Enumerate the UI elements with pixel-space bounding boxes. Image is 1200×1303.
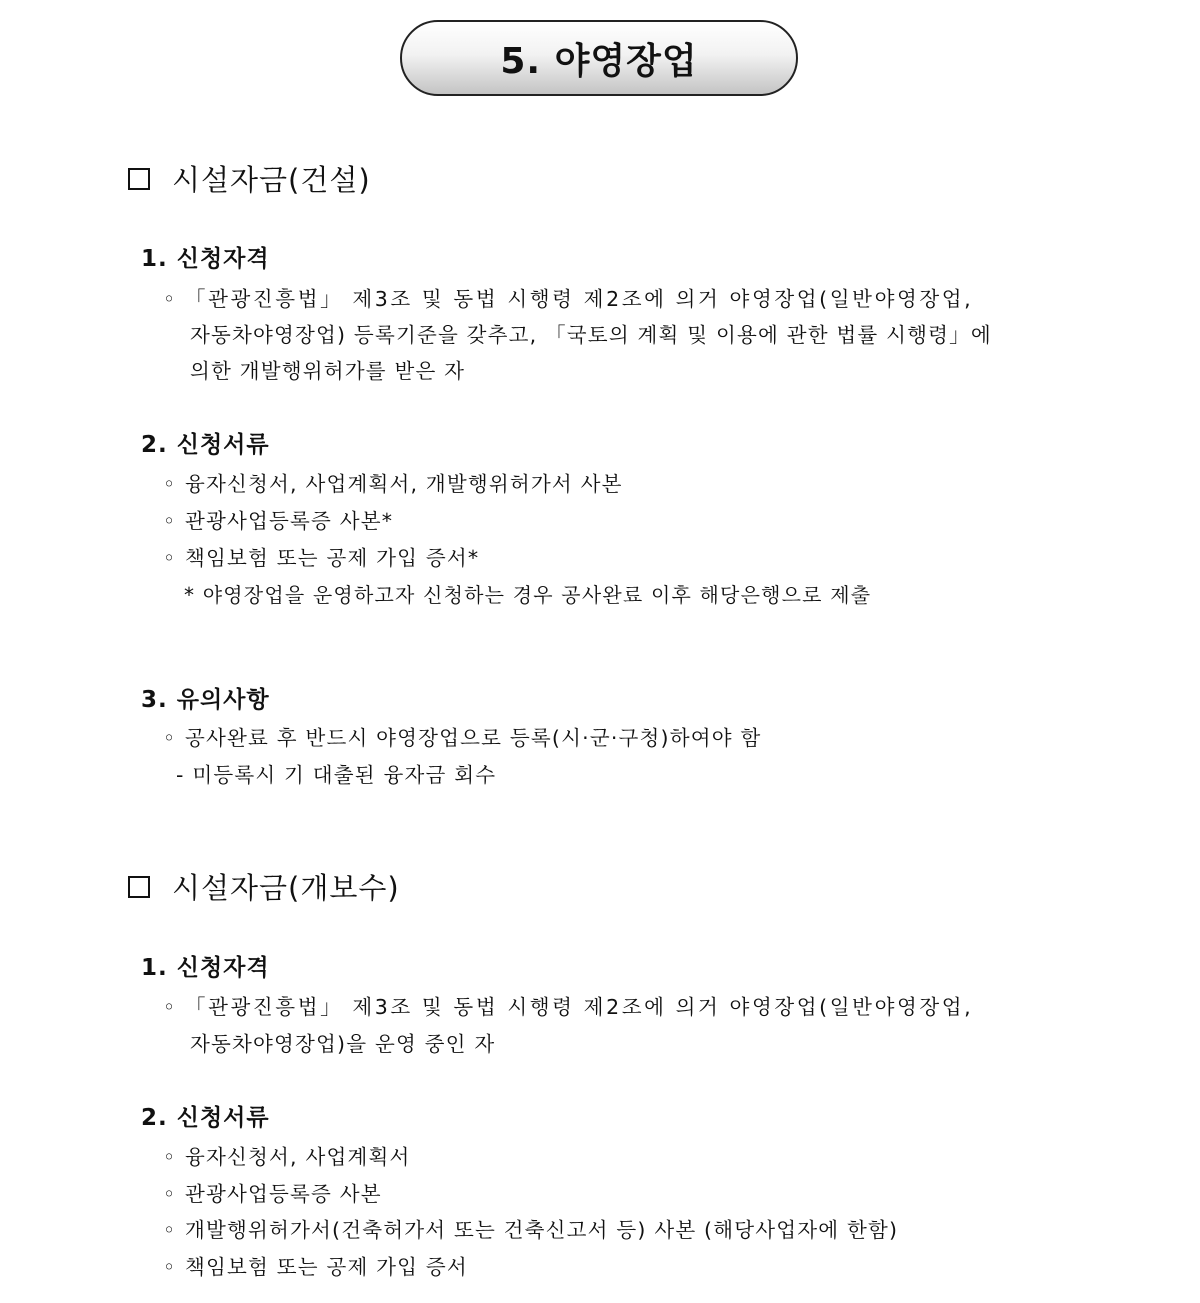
- bullet-icon: ◦: [163, 472, 177, 496]
- list-item-continuation: 의한 개발행위허가를 받은 자: [190, 359, 466, 383]
- checkbox-square-icon: [128, 876, 150, 898]
- bullet-icon: ◦: [163, 546, 177, 570]
- bullet-icon: ◦: [163, 509, 177, 533]
- list-item: ◦ 융자신청서, 사업계획서, 개발행위허가서 사본: [163, 472, 623, 496]
- checkbox-square-icon: [128, 168, 150, 190]
- footnote: * 야영장업을 운영하고자 신청하는 경우 공사완료 이후 해당은행으로 제출: [184, 583, 872, 607]
- bullet-icon: ◦: [163, 1255, 177, 1279]
- subheading-documents: 2. 신청서류: [141, 1105, 270, 1131]
- subheading-qualification: 1. 신청자격: [141, 246, 270, 272]
- page-title-box: [400, 20, 798, 96]
- bullet-icon: ◦: [163, 1182, 177, 1206]
- list-item: ◦ 「관광진흥법」 제3조 및 동법 시행령 제2조에 의거 야영장업(일반야영장업,: [163, 995, 974, 1019]
- list-item: ◦ 책임보험 또는 공제 가입 증서: [163, 1255, 468, 1279]
- page-title: 5. 야영장업: [500, 40, 698, 82]
- list-item-continuation: 자동차야영장업) 등록기준을 갖추고, 「국토의 계획 및 이용에 관한 법률 시행령」에: [190, 323, 992, 347]
- section-heading-text: 시설자금(개보수): [172, 871, 400, 905]
- bullet-icon: ◦: [163, 1218, 177, 1242]
- subheading-documents: 2. 신청서류: [141, 432, 270, 458]
- sub-list-item: - 미등록시 기 대출된 융자금 회수: [176, 763, 497, 787]
- bullet-icon: ◦: [163, 726, 177, 750]
- list-item: ◦ 개발행위허가서(건축허가서 또는 건축신고서 등) 사본 (해당사업자에 한함): [163, 1218, 899, 1242]
- bullet-icon: ◦: [163, 1145, 177, 1169]
- list-item: ◦ 융자신청서, 사업계획서: [163, 1145, 411, 1169]
- list-item: ◦ 관광사업등록증 사본*: [163, 509, 394, 533]
- subheading-cautions: 3. 유의사항: [141, 687, 270, 713]
- bullet-icon: ◦: [163, 287, 177, 311]
- list-item: ◦ 관광사업등록증 사본: [163, 1182, 382, 1206]
- list-item: ◦ 책임보험 또는 공제 가입 증서*: [163, 546, 480, 570]
- bullet-icon: ◦: [163, 995, 177, 1019]
- section-heading-construction: [128, 158, 371, 199]
- subheading-qualification: 1. 신청자격: [141, 955, 270, 981]
- section-heading-text: 시설자금(건설): [172, 163, 371, 197]
- list-item: ◦ 공사완료 후 반드시 야영장업으로 등록(시·군·구청)하여야 함: [163, 726, 762, 750]
- list-item: ◦ 「관광진흥법」 제3조 및 동법 시행령 제2조에 의거 야영장업(일반야영장업,: [163, 287, 974, 311]
- list-item-continuation: 자동차야영장업)을 운영 중인 자: [190, 1032, 496, 1056]
- section-heading-renovation: [128, 866, 400, 907]
